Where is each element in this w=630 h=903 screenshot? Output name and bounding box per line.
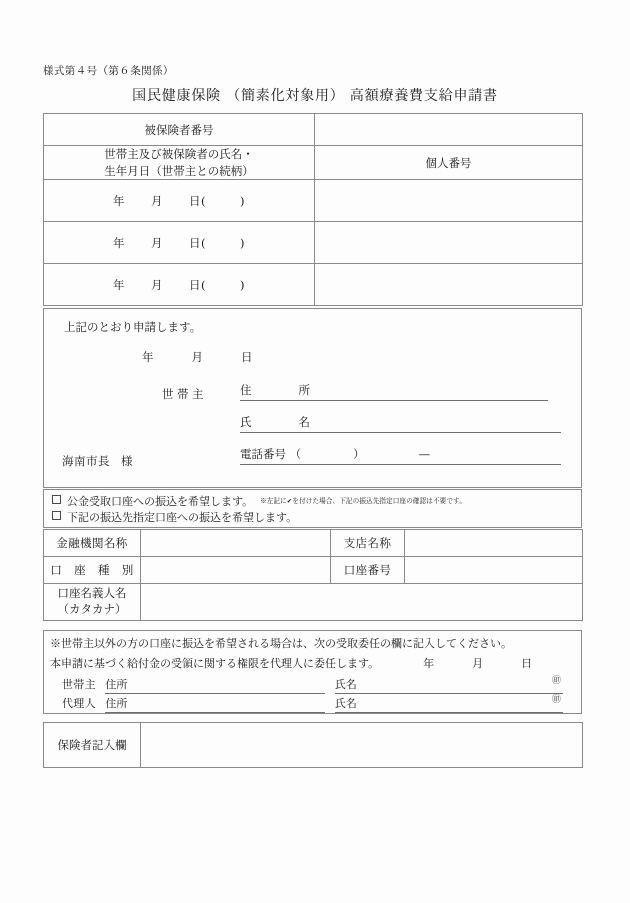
account-number-field[interactable] [405,557,583,584]
table-row [44,530,583,557]
delegation-table [43,630,582,714]
day-label: 日 [241,350,253,364]
telephone-dash: — [418,447,431,461]
date-line [44,277,314,293]
date-line [44,193,314,209]
table-row [44,723,583,768]
table-row [44,264,583,306]
delegation-statement-line [50,655,532,671]
year-label: 年 [423,657,435,670]
addressee-honorific: 様 [121,454,133,468]
transfer-options-table [43,489,582,528]
delegation-note: ※世帯主以外の方の口座に振込を希望される場合は、次の受取委任の欄に記入してください。 [50,637,512,650]
table-row [44,631,582,714]
account-holder-label [44,584,141,621]
account-holder-field[interactable] [141,584,583,621]
insured-information-table [43,113,583,306]
delegation-agent-row [62,695,563,713]
bank-account-table [43,529,583,621]
personal-number-field-3[interactable] [315,264,583,306]
table-row [44,180,583,222]
name-birth-label-line1: 世帯主及び被保険者の氏名・ [104,147,254,161]
public-account-checkbox-row[interactable] [52,493,253,509]
table-row [44,584,583,621]
checkbox-icon[interactable] [52,495,61,504]
householder-telephone-field[interactable] [240,446,561,465]
delegation-householder-row [62,676,563,694]
address-label: 住 所 [240,383,318,397]
name-label: 氏名 [334,678,357,691]
insured-date-cell-1[interactable] [44,180,315,222]
branch-label: 支店名称 [331,530,405,557]
year-label: 年 [142,350,154,364]
householder-label: 世帯主 [162,387,207,401]
account-holder-label-line1: 口座名義人名 [57,586,127,601]
year-label: 年 [113,193,125,208]
transfer-options-cell [44,490,582,528]
month-label: 月 [191,350,203,364]
delegation-cell [44,631,582,714]
designated-account-checkbox-row[interactable] [52,509,297,525]
personal-number-field-1[interactable] [315,180,583,222]
name-birth-label [44,146,315,180]
table-row [44,309,582,488]
addressee: 海南市長 [62,454,110,468]
document-title: 国民健康保険 （簡素化対象用） 高額療養費支給申請書 [132,88,498,104]
telephone-close-paren: ） [353,447,365,461]
table-row [44,146,583,180]
month-label: 月 [472,657,484,670]
day-label: 日( [189,235,206,250]
seal-icon: ㊞ [551,695,561,705]
financial-institution-field[interactable] [141,530,331,557]
date-line [44,235,314,251]
telephone-open-paren: （ [289,447,302,461]
insured-date-cell-2[interactable] [44,222,315,264]
delegation-householder-label: 世帯主 [62,678,96,691]
insurer-entry-table [43,722,583,768]
table-row [44,222,583,264]
year-label: 年 [113,235,125,250]
designated-account-option-label: 下記の振込先指定口座への振込を希望します。 [67,511,298,524]
year-label: 年 [113,277,125,292]
table-row [44,114,583,146]
day-label: 日( [189,277,206,292]
address-label: 住所 [105,678,128,691]
month-label: 月 [151,277,163,292]
insured-number-label: 被保険者番号 [44,114,315,146]
day-label: 日( [189,193,206,208]
relation-close-paren: ) [240,193,245,208]
checkbox-icon[interactable] [52,511,61,520]
personal-number-label: 個人番号 [315,146,583,180]
delegation-agent-label: 代理人 [62,697,96,710]
branch-field[interactable] [405,530,583,557]
month-label: 月 [151,235,163,250]
addressee-line [62,453,133,469]
account-type-label: 口 座 種 別 [44,557,141,584]
telephone-label: 電話番号 [240,447,286,461]
delegation-householder-address-field[interactable] [105,676,325,694]
insured-date-cell-3[interactable] [44,264,315,306]
address-label: 住所 [105,697,128,710]
seal-icon: ㊞ [551,676,561,686]
month-label: 月 [151,193,163,208]
insurer-entry-field[interactable] [141,723,583,768]
delegation-agent-name-field[interactable] [335,695,563,713]
account-type-field[interactable] [141,557,331,584]
financial-institution-label: 金融機関名称 [44,530,141,557]
transfer-options-note: ※左記に✔を付けた場合、下記の振込先指定口座の確認は不要です。 [260,497,466,505]
delegation-householder-name-field[interactable] [335,676,563,694]
account-number-label: 口座番号 [331,557,405,584]
relation-close-paren: ) [240,277,245,292]
insurer-entry-label: 保険者記入欄 [44,723,141,768]
account-holder-label-line2: （カタカナ） [57,602,127,616]
declaration-cell [44,309,582,488]
table-row [44,557,583,584]
form-number: 様式第４号（第６条関係） [43,65,174,77]
delegation-agent-address-field[interactable] [105,695,325,713]
name-label: 氏 名 [240,415,318,429]
declaration-date-line [142,349,253,365]
householder-address-field[interactable] [240,382,548,401]
insured-number-field[interactable] [315,114,583,146]
personal-number-field-2[interactable] [315,222,583,264]
day-label: 日 [521,657,533,670]
name-label: 氏名 [334,697,357,710]
name-birth-label-line2: 生年月日（世帯主との続柄） [104,163,254,178]
householder-name-field[interactable] [240,414,561,433]
public-account-option-label: 公金受取口座への振込を希望します。 [67,495,254,508]
declaration-statement: 上記のとおり申請します。 [64,320,202,334]
relation-close-paren: ) [240,235,245,250]
declaration-table [43,308,582,488]
delegation-statement: 本申請に基づく給付金の受領に関する権限を代理人に委任します。 [50,657,380,670]
table-row [44,490,582,528]
